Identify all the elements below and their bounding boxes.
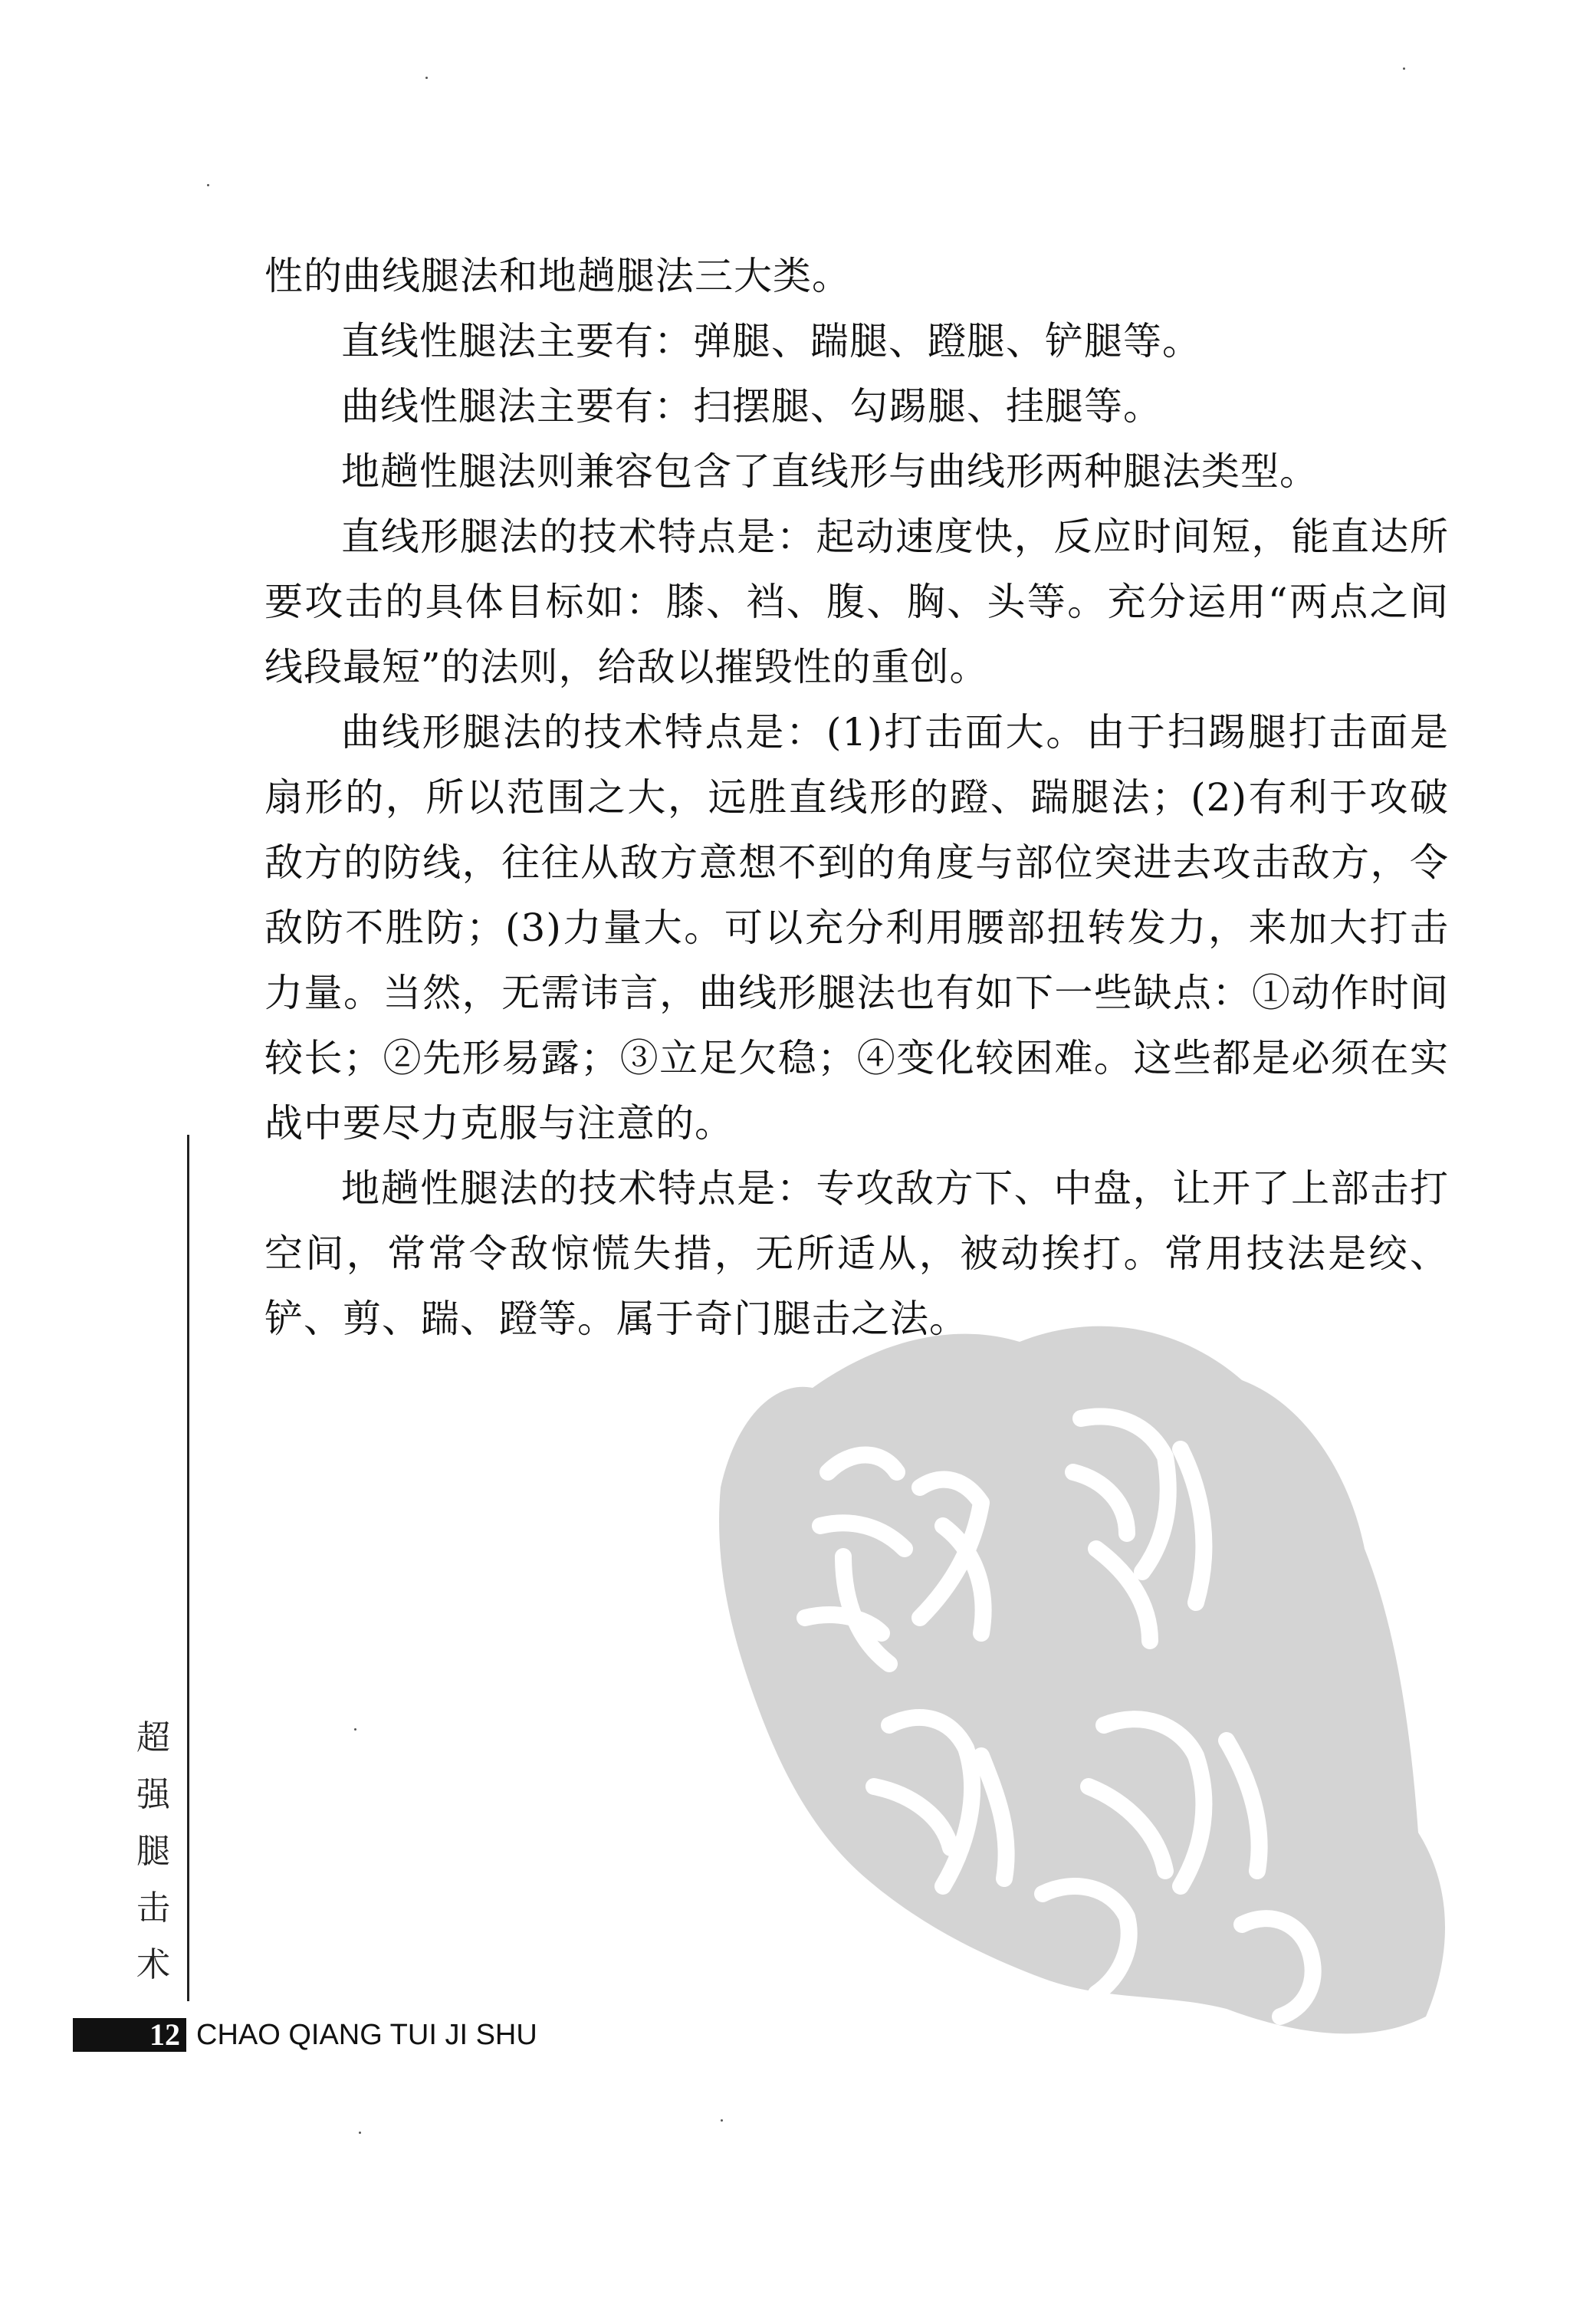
paragraph: 地趟性腿法的技术特点是：专攻敌方下、中盘，让开了上部击打空间，常常令敌惊慌失措，无所适从，被动挨打。常用技法是绞、铲、剪、踹、蹬等。属于奇门腿击之法。	[264, 1166, 1449, 1341]
side-title	[130, 1710, 176, 1994]
side-title-char: 腿	[136, 1832, 170, 1871]
side-rule	[187, 1135, 189, 2001]
paragraph: 性的曲线腿法和地趟腿法三大类。	[264, 254, 851, 298]
scan-speck	[1403, 67, 1405, 70]
pinyin-title: CHAO QIANG TUI JI SHU	[196, 2019, 537, 2051]
paragraph: 地趟性腿法则兼容包含了直线形与曲线形两种腿法类型。	[341, 449, 1319, 494]
side-title-char: 超	[136, 1718, 170, 1757]
scan-speck	[207, 184, 209, 186]
paragraph: 曲线形腿法的技术特点是：(1)打击面大。由于扫踢腿打击面是扇形的，所以范围之大，远胜直线形的蹬、踹腿法；(2)有利于攻破敌方的防线，往往从敌方意想不到的角度与部位突进去攻击敌方，令敌防不胜防；(3)力量大。可以充分利用腰部扭转发力，来加大打击力量。当然，无需讳言，曲线形腿法也有如下一些缺点：①动作时间较长；②先形易露；③立足欠稳；④变化较困难。这些都是必须在实战中要尽力克服与注意的。	[264, 710, 1449, 1146]
side-title-char: 术	[136, 1945, 170, 1984]
paragraph: 曲线性腿法主要有：扫摆腿、勾踢腿、挂腿等。	[341, 384, 1162, 429]
scan-speck	[721, 2119, 723, 2122]
seal-stamp-icon	[690, 1296, 1457, 2047]
body-text	[264, 244, 1449, 1352]
scan-speck	[425, 77, 428, 79]
page-number: 12	[73, 2018, 186, 2052]
scan-speck	[354, 1728, 356, 1731]
paragraph: 直线性腿法主要有：弹腿、踹腿、蹬腿、铲腿等。	[341, 319, 1201, 363]
paragraph: 直线形腿法的技术特点是：起动速度快，反应时间短，能直达所要攻击的具体目标如：膝、裆、腹、胸、头等。充分运用“两点之间线段最短”的法则，给敌以摧毁性的重创。	[264, 514, 1449, 689]
side-title-char: 强	[136, 1775, 170, 1814]
side-title-char: 击	[136, 1888, 170, 1928]
scan-speck	[359, 2132, 361, 2134]
